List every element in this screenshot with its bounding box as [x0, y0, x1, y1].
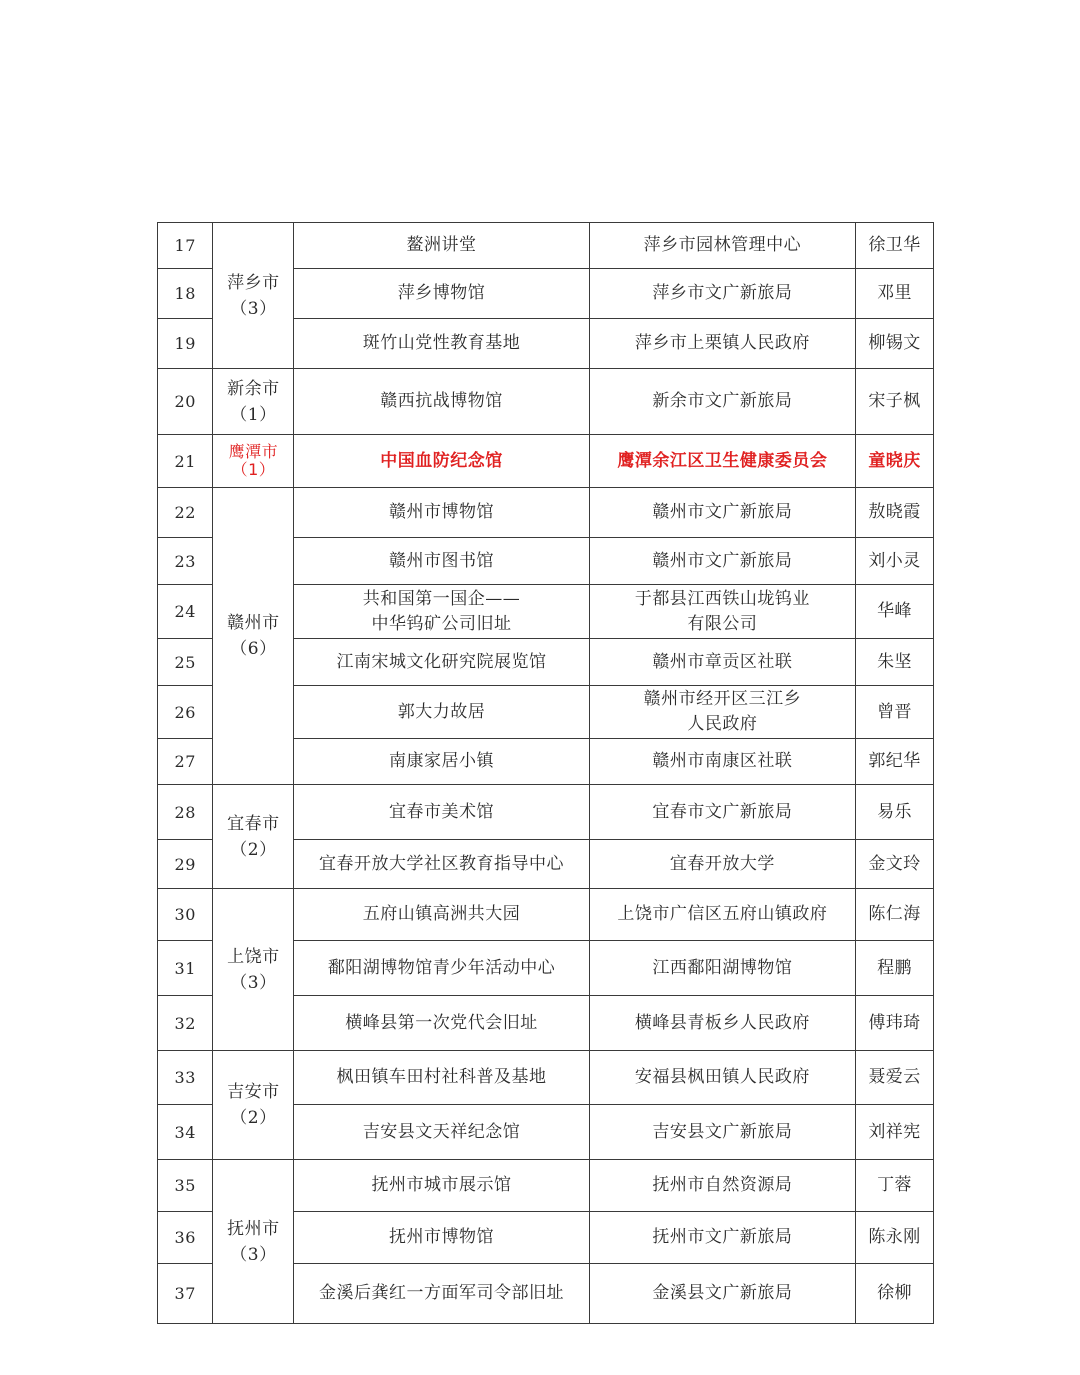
site-name: 枫田镇车田村社科普及基地	[294, 1051, 589, 1105]
row-number: 34	[158, 1105, 213, 1160]
responsible-unit: 赣州市南康区社联	[589, 739, 855, 785]
city-name: 萍乡市	[227, 272, 280, 293]
contact-person: 刘小灵	[856, 538, 934, 585]
city-cell	[213, 1160, 294, 1324]
city-name: 新余市	[227, 378, 280, 399]
contact-person: 宋子枫	[856, 369, 934, 435]
row-number: 25	[158, 639, 213, 686]
city-count: （2）	[230, 1108, 277, 1128]
row-number: 37	[158, 1264, 213, 1324]
contact-person: 程鹏	[856, 941, 934, 996]
city-cell	[213, 785, 294, 889]
responsible-unit: 萍乡市上栗镇人民政府	[589, 319, 855, 369]
table-body	[158, 223, 934, 1324]
site-name: 赣州市图书馆	[294, 538, 589, 585]
responsible-unit-line-1: 赣州市经开区三江乡	[643, 689, 802, 709]
row-number: 27	[158, 739, 213, 785]
city-name: 宜春市	[227, 813, 280, 834]
contact-person: 郭纪华	[856, 739, 934, 785]
row-number: 32	[158, 996, 213, 1051]
contact-person: 徐卫华	[856, 223, 934, 269]
table-row	[158, 488, 934, 538]
city-count: （1）	[230, 404, 277, 425]
site-name: 五府山镇高洲共大园	[294, 889, 589, 941]
city-cell	[213, 369, 294, 435]
row-number: 28	[158, 785, 213, 840]
site-name: 江南宋城文化研究院展览馆	[294, 639, 589, 686]
site-name: 中国血防纪念馆	[294, 435, 589, 488]
row-number: 29	[158, 840, 213, 889]
city-cell	[213, 1051, 294, 1160]
city-count: （1）	[231, 460, 276, 479]
city-name: 鹰潭市	[228, 442, 279, 461]
responsible-unit: 赣州市章贡区社联	[589, 639, 855, 686]
responsible-unit: 江西鄱阳湖博物馆	[589, 941, 855, 996]
site-name: 吉安县文天祥纪念馆	[294, 1105, 589, 1160]
row-number: 36	[158, 1212, 213, 1264]
responsible-unit	[589, 585, 855, 639]
contact-person: 丁蓉	[856, 1160, 934, 1212]
contact-person: 金文玲	[856, 840, 934, 889]
contact-person: 敖晓霞	[856, 488, 934, 538]
responsible-unit: 抚州市自然资源局	[589, 1160, 855, 1212]
site-name	[294, 585, 589, 639]
contact-person: 童晓庆	[856, 435, 934, 488]
responsible-unit: 宜春市文广新旅局	[589, 785, 855, 840]
row-number: 19	[158, 319, 213, 369]
site-name-line-2: 中华钨矿公司旧址	[371, 613, 512, 634]
city-cell	[213, 435, 294, 488]
contact-person: 徐柳	[856, 1264, 934, 1324]
responsible-unit: 吉安县文广新旅局	[589, 1105, 855, 1160]
responsible-unit: 萍乡市园林管理中心	[589, 223, 855, 269]
contact-person: 陈永刚	[856, 1212, 934, 1264]
row-number: 31	[158, 941, 213, 996]
site-name: 宜春开放大学社区教育指导中心	[294, 840, 589, 889]
row-number: 33	[158, 1051, 213, 1105]
responsible-unit: 金溪县文广新旅局	[589, 1264, 855, 1324]
contact-person: 傅玮琦	[856, 996, 934, 1051]
table-row	[158, 1160, 934, 1212]
row-number: 20	[158, 369, 213, 435]
row-number: 21	[158, 435, 213, 488]
row-number: 35	[158, 1160, 213, 1212]
table-row	[158, 369, 934, 435]
contact-person: 曾晋	[856, 686, 934, 739]
responsible-unit: 横峰县青板乡人民政府	[589, 996, 855, 1051]
contact-person: 刘祥宪	[856, 1105, 934, 1160]
row-number: 17	[158, 223, 213, 269]
responsible-unit: 安福县枫田镇人民政府	[589, 1051, 855, 1105]
table-row	[158, 1051, 934, 1105]
responsible-unit	[589, 686, 855, 739]
responsible-unit: 上饶市广信区五府山镇政府	[589, 889, 855, 941]
table-row	[158, 223, 934, 269]
responsible-unit: 萍乡市文广新旅局	[589, 269, 855, 319]
site-name: 金溪后龚红一方面军司令部旧址	[294, 1264, 589, 1324]
sites-table	[157, 222, 934, 1324]
row-number: 30	[158, 889, 213, 941]
site-name: 郭大力故居	[294, 686, 589, 739]
contact-person: 柳锡文	[856, 319, 934, 369]
city-name: 吉安市	[227, 1082, 280, 1102]
row-number: 18	[158, 269, 213, 319]
row-number: 22	[158, 488, 213, 538]
site-name: 赣州市博物馆	[294, 488, 589, 538]
site-name: 萍乡博物馆	[294, 269, 589, 319]
responsible-unit: 新余市文广新旅局	[589, 369, 855, 435]
site-name: 抚州市博物馆	[294, 1212, 589, 1264]
table-row	[158, 785, 934, 840]
responsible-unit: 赣州市文广新旅局	[589, 488, 855, 538]
contact-person: 朱坚	[856, 639, 934, 686]
contact-person: 华峰	[856, 585, 934, 639]
city-name: 赣州市	[227, 613, 280, 633]
site-name: 南康家居小镇	[294, 739, 589, 785]
responsible-unit-line-2: 有限公司	[687, 613, 758, 634]
city-name: 上饶市	[227, 946, 280, 967]
contact-person: 陈仁海	[856, 889, 934, 941]
site-name: 宜春市美术馆	[294, 785, 589, 840]
city-cell	[213, 223, 294, 369]
contact-person: 易乐	[856, 785, 934, 840]
site-name: 赣西抗战博物馆	[294, 369, 589, 435]
city-cell	[213, 488, 294, 785]
row-number: 23	[158, 538, 213, 585]
row-number: 24	[158, 585, 213, 639]
responsible-unit: 宜春开放大学	[589, 840, 855, 889]
city-count: （3）	[230, 298, 277, 319]
city-name: 抚州市	[227, 1218, 280, 1239]
site-name: 鄱阳湖博物馆青少年活动中心	[294, 941, 589, 996]
city-count: （3）	[230, 972, 277, 993]
responsible-unit: 抚州市文广新旅局	[589, 1212, 855, 1264]
responsible-unit: 赣州市文广新旅局	[589, 538, 855, 585]
site-name: 抚州市城市展示馆	[294, 1160, 589, 1212]
table-row	[158, 435, 934, 488]
row-number: 26	[158, 686, 213, 739]
city-count: （6）	[230, 639, 277, 659]
city-count: （2）	[230, 839, 277, 860]
city-count: （3）	[230, 1244, 277, 1265]
city-cell	[213, 889, 294, 1051]
contact-person: 聂爱云	[856, 1051, 934, 1105]
contact-person: 邓里	[856, 269, 934, 319]
responsible-unit: 鹰潭余江区卫生健康委员会	[589, 435, 855, 488]
site-name: 鳌洲讲堂	[294, 223, 589, 269]
table-row	[158, 889, 934, 941]
site-name: 斑竹山党性教育基地	[294, 319, 589, 369]
site-name: 横峰县第一次党代会旧址	[294, 996, 589, 1051]
site-name-line-1: 共和国第一国企——	[362, 588, 521, 609]
responsible-unit-line-2: 人民政府	[687, 714, 758, 734]
responsible-unit-line-1: 于都县江西铁山垅钨业	[634, 588, 810, 609]
